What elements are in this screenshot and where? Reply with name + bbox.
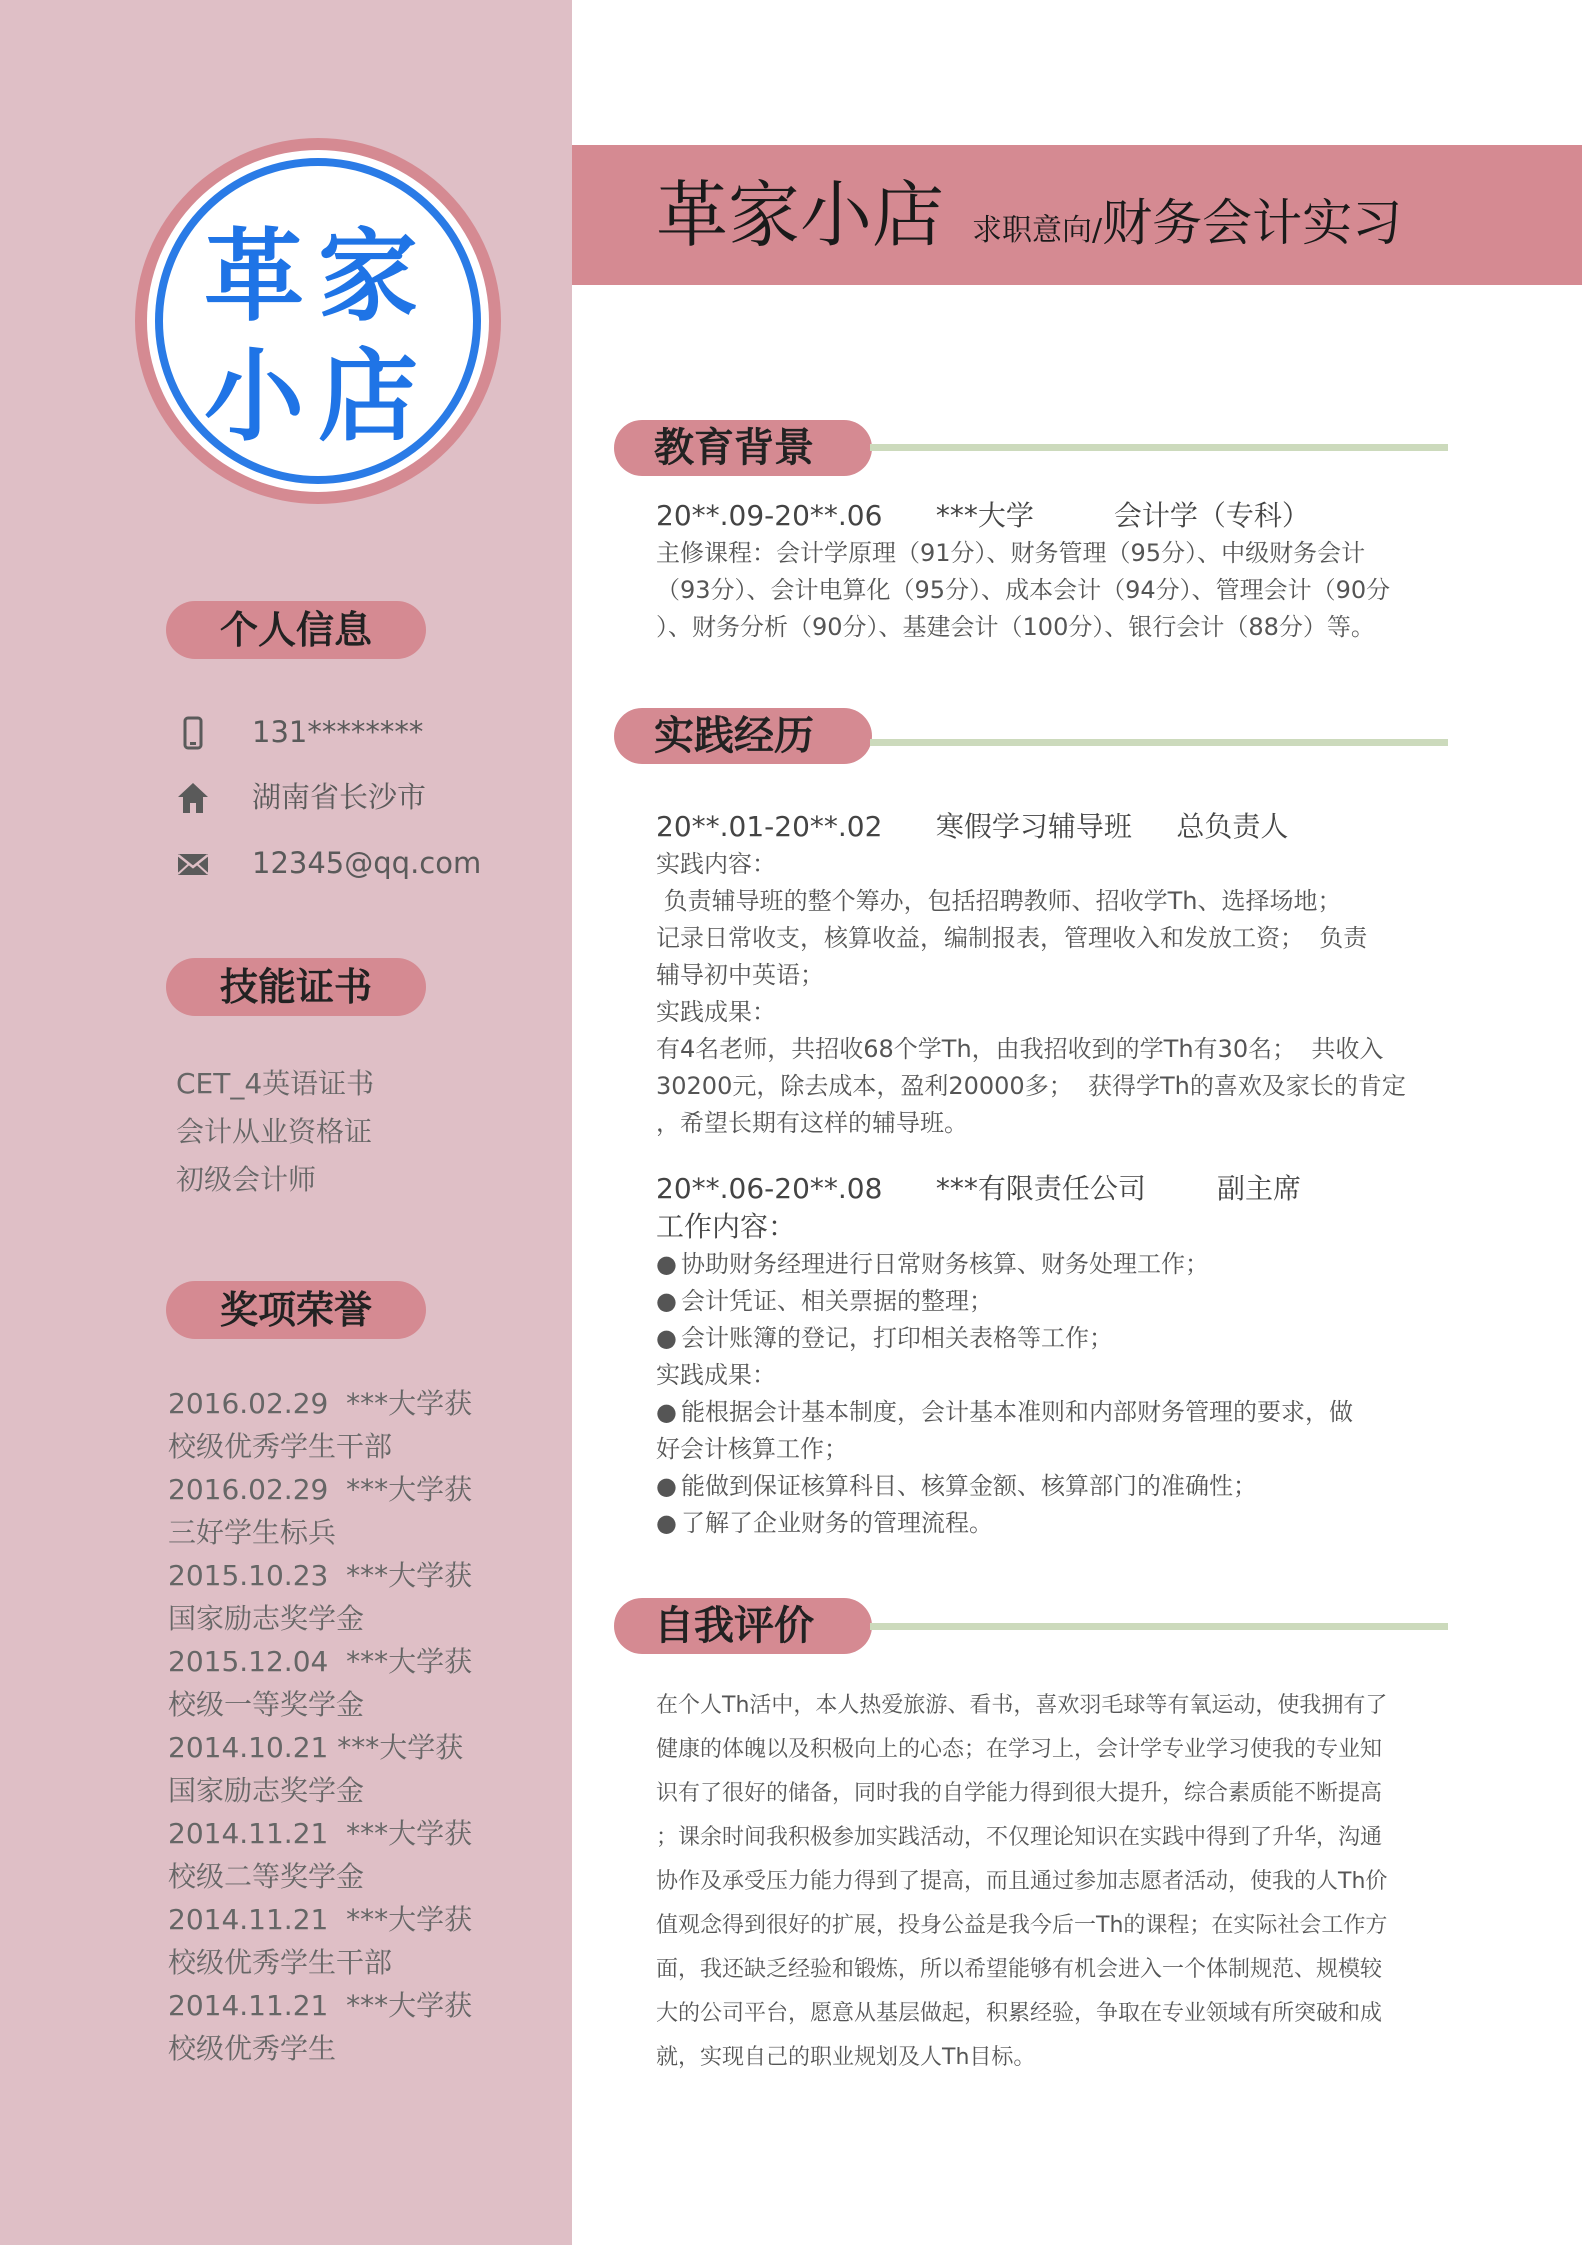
job1-line: 实践成果： bbox=[656, 998, 776, 1026]
section-divider bbox=[870, 444, 1448, 451]
job1-line: 负责辅导班的整个筹办，包括招聘教师、招收学Th、选择场地； bbox=[656, 887, 1342, 915]
job1-line: 实践内容： bbox=[656, 850, 776, 878]
job2-item: ● 能根据会计基本制度，会计基本准则和内部财务管理的要求，做 bbox=[656, 1394, 1456, 1431]
self-eval-line: ；课余时间我积极参加实践活动，不仅理论知识在实践中得到了升华，沟通 bbox=[656, 1825, 1383, 1850]
self-eval-line: 大的公司平台，愿意从基层做起，积累经验，争取在专业领域有所突破和成 bbox=[656, 2001, 1383, 2026]
job2-item: ● 协助财务经理进行日常财务核算、财务处理工作； bbox=[656, 1246, 1456, 1283]
list-item: 校级优秀学生 bbox=[168, 2032, 337, 2065]
skills-title: 技能证书 bbox=[166, 958, 426, 1016]
list-item: 校级优秀学生干部 bbox=[168, 1946, 393, 1979]
job2-item: ● 会计凭证、相关票据的整理； bbox=[656, 1283, 1456, 1320]
self-eval-line: 识有了很好的储备，同时我的自学能力得到很大提升，综合素质能不断提高 bbox=[656, 1781, 1383, 1806]
list-item: 三好学生标兵 bbox=[168, 1516, 337, 1549]
job2-item: 好会计核算工作； bbox=[656, 1435, 848, 1463]
job1-line: 记录日常收支，核算收益，编制报表，管理收入和发放工资； 负责 bbox=[656, 924, 1368, 952]
education-line: 主修课程：会计学原理（91分）、财务管理（95分）、中级财务会计 bbox=[656, 539, 1366, 567]
list-item: 2015.12.04 ***大学获 bbox=[168, 1645, 473, 1678]
self-eval-line: 健康的体魄以及积极向上的心态；在学习上，会计学专业学习使我的专业知 bbox=[656, 1737, 1383, 1762]
job2-sub: 工作内容： bbox=[656, 1210, 797, 1243]
list-item: 2016.02.29 ***大学获 bbox=[168, 1387, 473, 1420]
personal-info-title: 个人信息 bbox=[166, 601, 426, 659]
intent-value: 财务会计实习 bbox=[1102, 194, 1403, 252]
intent-label: 求职意向/ bbox=[972, 213, 1103, 248]
list-item: 校级一等奖学金 bbox=[168, 1688, 365, 1721]
list-item: 2016.02.29 ***大学获 bbox=[168, 1473, 473, 1506]
education-title: 教育背景 bbox=[614, 420, 872, 476]
list-item: 2014.11.21 ***大学获 bbox=[168, 1903, 473, 1936]
job1-line: 30200元，除去成本，盈利20000多； 获得学Th的喜欢及家长的肯定 bbox=[656, 1072, 1406, 1100]
list-item: 2014.11.21 ***大学获 bbox=[168, 1817, 473, 1850]
job2-head: 20**.06-20**.08 ***有限责任公司 副主席 bbox=[656, 1172, 1302, 1205]
logo-stamp bbox=[135, 138, 501, 504]
list-item: 校级优秀学生干部 bbox=[168, 1430, 393, 1463]
job1-line: 有4名老师，共招收68个学Th，由我招收到的学Th有30名； 共收入 bbox=[656, 1035, 1384, 1063]
self-eval-title: 自我评价 bbox=[614, 1598, 872, 1654]
practice-title: 实践经历 bbox=[614, 708, 872, 764]
self-eval-line: 就，实现自己的职业规划及人Th目标。 bbox=[656, 2045, 1036, 2070]
list-item: CET_4英语证书 bbox=[176, 1067, 375, 1100]
education-line: ）、财务分析（90分）、基建会计（100分）、银行会计（88分）等。 bbox=[656, 613, 1375, 641]
phone-icon bbox=[176, 716, 210, 750]
self-eval-line: 值观念得到很好的扩展，投身公益是我今后一Th的课程；在实际社会工作方 bbox=[656, 1913, 1388, 1938]
skills-list bbox=[176, 1060, 374, 1204]
awards-title: 奖项荣誉 bbox=[166, 1281, 426, 1339]
header-banner bbox=[572, 145, 1582, 285]
home-icon bbox=[176, 781, 210, 815]
section-divider bbox=[870, 739, 1448, 746]
list-item: 2015.10.23 ***大学获 bbox=[168, 1559, 473, 1592]
education-head: 20**.09-20**.06 ***大学 会计学（专科） bbox=[656, 499, 1310, 532]
self-eval-line: 协作及承受压力能力得到了提高，而且通过参加志愿者活动，使我的人Th价 bbox=[656, 1869, 1388, 1894]
job2-item: 实践成果： bbox=[656, 1361, 776, 1389]
job2-item: ● 能做到保证核算科目、核算金额、核算部门的准确性； bbox=[656, 1468, 1456, 1505]
section-divider bbox=[870, 1623, 1448, 1630]
awards-list bbox=[168, 1382, 472, 2070]
job1-line: 辅导初中英语； bbox=[656, 961, 824, 989]
mail-icon bbox=[176, 847, 210, 881]
job2-item: ● 了解了企业财务的管理流程。 bbox=[656, 1505, 1456, 1542]
list-item: 校级二等奖学金 bbox=[168, 1860, 365, 1893]
self-eval-block bbox=[656, 1684, 1456, 2080]
education-block bbox=[656, 497, 1456, 646]
education-line: （93分）、会计电算化（95分）、成本会计（94分）、管理会计（90分 bbox=[656, 576, 1391, 604]
list-item: 国家励志奖学金 bbox=[168, 1602, 365, 1635]
list-item: 国家励志奖学金 bbox=[168, 1774, 365, 1807]
job1-head: 20**.01-20**.02 寒假学习辅导班 总负责人 bbox=[656, 810, 1289, 843]
sidebar: 革家 小店 个人信息 131******** 湖南省长沙市 12345@qq.com 技能证书 CET_4英语证书 会计从业资格证 初级会计师 奖项荣誉 2016.02.29 ***大学获 校级优秀学生干部 2016.02.29 ***大学获 三好学生标兵 2015.10.23 ***大学获 国家励志奖学金 2015.12.04 ***大学获 校级一等奖学金 2014.10.21 ***大学获 国家励志奖学金 2014.11.21 ***大学获 校级二等奖学金 2014.11.21 ***大学获 校级优秀学生干部 2014.11.21 ***大学获 校级优秀学生 bbox=[0, 0, 572, 2245]
candidate-name: 革家小店 bbox=[656, 173, 945, 257]
self-eval-line: 在个人Th活中，本人热爱旅游、看书，喜欢羽毛球等有氧运动，使我拥有了 bbox=[656, 1693, 1388, 1718]
practice-job2 bbox=[656, 1170, 1456, 1542]
logo-text: 革家 小店 bbox=[204, 217, 432, 455]
job-intent bbox=[972, 194, 1403, 252]
list-item: 2014.11.21 ***大学获 bbox=[168, 1989, 473, 2022]
self-eval-line: 面，我还缺乏经验和锻炼，所以希望能够有机会进入一个体制规范、规模较 bbox=[656, 1957, 1383, 1982]
job1-line: ，希望长期有这样的辅导班。 bbox=[656, 1109, 968, 1137]
list-item: 会计从业资格证 bbox=[176, 1115, 373, 1148]
practice-job1 bbox=[656, 808, 1456, 1142]
list-item: 初级会计师 bbox=[176, 1163, 317, 1196]
list-item: 2014.10.21 ***大学获 bbox=[168, 1731, 464, 1764]
job2-item: ● 会计账簿的登记，打印相关表格等工作； bbox=[656, 1320, 1456, 1357]
